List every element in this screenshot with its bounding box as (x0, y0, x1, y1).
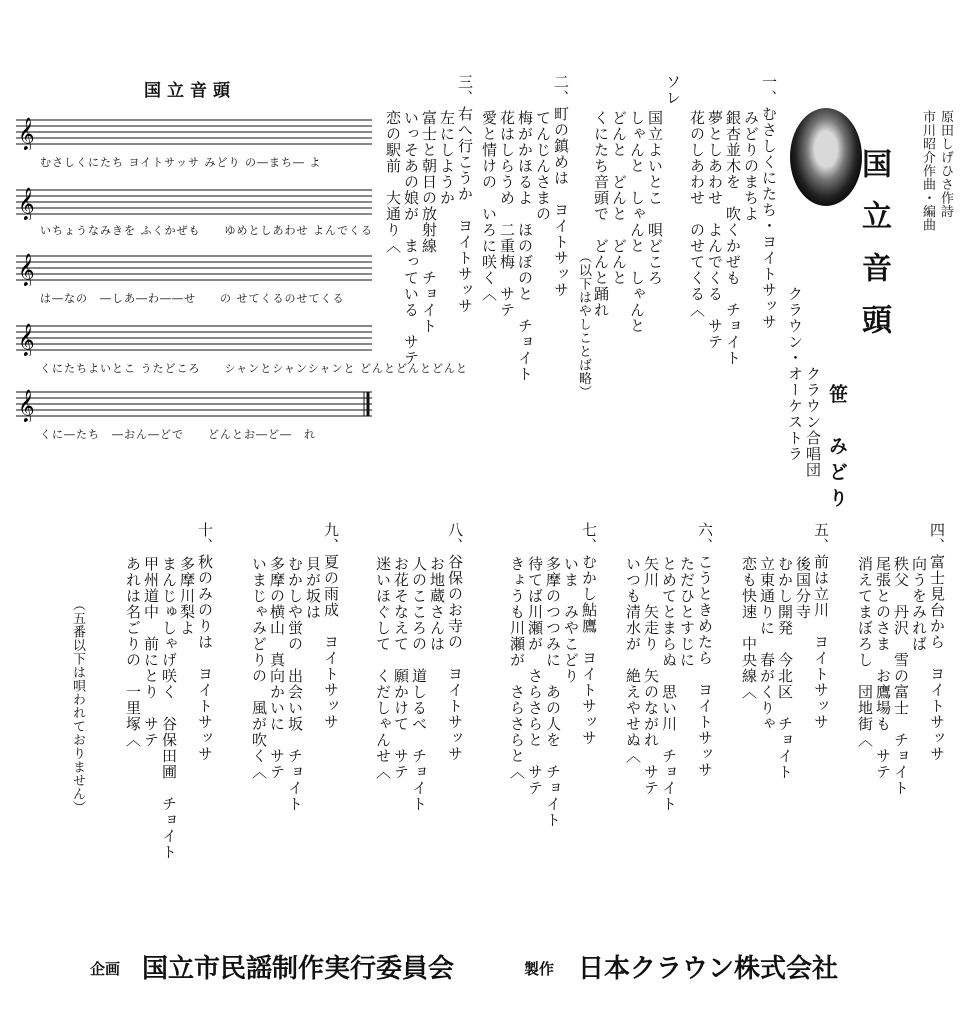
verse-10-line-4: 甲州道中 前にとり サテ (142, 556, 160, 748)
verse-5-line-1: 五、前は立川 ヨイトサッサ (812, 522, 830, 730)
verse-1-line-5: 花のしあわせ のせてくる〈 (688, 110, 706, 318)
composer-credit: 市川昭介作曲・編曲 (920, 110, 935, 232)
refrain-note: （以下はやしことば略） (576, 250, 591, 399)
score-lyric-2: いちょうなみきを ふくかぜも ゆめとしあわせ よんでくる (40, 224, 373, 237)
refrain-line-2: しゃんと しゃんと しゃんと (628, 110, 646, 334)
verse-1-line-1: 一、むさしくにたち・ヨイトサッサ (760, 74, 778, 330)
verse-7-line-5: きょうも川瀬が さらさらと〈 (508, 556, 526, 780)
verse-2-line-3: 梅がかほるよ ほのぼのと チョイト (516, 110, 534, 382)
svg-text:𝄞: 𝄞 (18, 389, 35, 422)
svg-text:𝄞: 𝄞 (18, 117, 35, 150)
verse-7-line-2: いま みやこどり (562, 556, 580, 684)
music-staff-1 (16, 114, 372, 150)
verse-10-line-3: まんじゅしゃげ咲く 谷保田圃 チョイト (160, 556, 178, 860)
verse-note: （五番以下は唄われておりません） (70, 598, 85, 814)
music-staff-4 (16, 320, 372, 356)
verse-5-line-2: 後国分寺 (794, 556, 812, 620)
music-staff-2 (16, 184, 372, 220)
footer-production-org: 日本クラウン株式会社 (578, 954, 839, 984)
singer-credit: 笹 みどり (826, 384, 848, 514)
refrain-line-1: 国立よいとこ 唄どころ (646, 110, 664, 286)
verse-8-line-4: お花そなえて 願かけて サテ (392, 556, 410, 780)
verse-4-line-3: 秩父 丹沢 雪の富士 チョイト (892, 556, 910, 796)
verse-8-line-5: 迷いほぐして くだしゃんせ〈 (374, 556, 392, 780)
verse-3-line-4: いっそあの娘が まっている サテ (402, 110, 420, 366)
verse-7-line-3: 多摩のつつみに あの人を チョイト (544, 556, 562, 828)
verse-9-line-3: むかしや蛍の 出会い坂 チョイト (286, 556, 304, 812)
verse-3-line-1: 三、右へ行こうか ヨイトサッサ (456, 74, 474, 314)
score-lyric-5: くに―たち ―おん―どで どんとお―ど― れ (40, 428, 316, 441)
verse-4-line-5: 消えてまぼろし 団地街〈 (856, 556, 874, 748)
verse-7-line-1: 七、むかし鮎鷹 ヨイトサッサ (580, 522, 598, 746)
verse-1-line-4: 夢としあわせ よんでくる サテ (706, 110, 724, 350)
footer-production-label: 製作 (524, 960, 555, 978)
verse-5-line-5: 恋も快速 中央線〈 (740, 556, 758, 700)
refrain-line-4: くにたち音頭で どんと踊れ (592, 110, 610, 318)
verse-9-line-5: いまじゃみどりの 風が吹く〈 (250, 556, 268, 780)
verse-6-line-1: 六、こうときめたら ヨイトサッサ (696, 522, 714, 778)
song-title: 国立音頭 (856, 148, 891, 356)
verse-6-line-4: 矢川 矢走り 矢のながれ サテ (642, 556, 660, 796)
orchestra-credit: クラウン・オーケストラ (786, 286, 804, 462)
music-staff-3 (16, 250, 372, 286)
verse-6-line-5: いつも清水が 絶えやせぬ〈 (624, 556, 642, 764)
svg-text:𝄞: 𝄞 (18, 253, 35, 286)
verse-6-line-3: とめてとまらぬ 思い川 チョイト (660, 556, 678, 812)
svg-text:𝄞: 𝄞 (18, 187, 35, 220)
verse-8-line-1: 八、谷保のお寺の ヨイトサッサ (446, 522, 464, 762)
verse-4-line-1: 四、富士見台から ヨイトサッサ (928, 522, 946, 762)
verse-8-line-3: 人のこころの 道しるべ チョイト (410, 556, 428, 812)
music-staff-5 (16, 386, 372, 422)
score-lyric-3: は―なの ―しあ―わ――せ の せてくるのせてくる (40, 292, 345, 305)
verse-2-line-4: 花はしらうめ 二重梅 サテ (498, 110, 516, 318)
verse-2-line-5: 愛と情けの いろに咲く〈 (480, 110, 498, 302)
verse-7-line-4: 待てば川瀬が さらさらと サテ (526, 556, 544, 796)
verse-3-line-2: 左にしようか (438, 110, 456, 206)
lyricist-credit: 原田しげひさ作詩 (938, 110, 953, 218)
verse-6-line-2: ただひとすじに (678, 556, 696, 668)
verse-2-line-2: てんじんさまの (534, 110, 552, 222)
verse-9-line-2: 貝が坂は (304, 556, 322, 620)
verse-2-line-1: 二、町の鎮めは ヨイトサッサ (552, 74, 570, 298)
refrain-line-3: どんと どんと どんと (610, 110, 628, 286)
verse-10-line-2: 多摩川梨よ (178, 556, 196, 636)
refrain-cue: ソレ (664, 74, 682, 106)
verse-5-line-4: 立東通りに 春がくりゃ (758, 556, 776, 732)
verse-1-line-2: みどりのまちよ (742, 110, 760, 222)
verse-10-line-1: 十、秋のみのりは ヨイトサッサ (196, 522, 214, 762)
score-title: 国立音頭 (144, 81, 236, 101)
verse-1-line-3: 銀杏並木を 吹くかぜも チョイト (724, 110, 742, 366)
verse-9-line-1: 九、夏の雨成 ヨイトサッサ (322, 522, 340, 730)
svg-text:𝄞: 𝄞 (18, 323, 35, 356)
verse-4-line-4: 尾張とのさま お鷹場も サテ (874, 556, 892, 780)
score-lyric-4: くにたちよいとこ うたどころ シャンとシャンシャンと どんとどんとどんと (40, 362, 469, 375)
verse-5-line-3: むかし開発 今北区 チョイト (776, 556, 794, 780)
footer-planning-label: 企画 (90, 960, 121, 978)
footer-planning-org: 国立市民謡制作実行委員会 (142, 954, 455, 984)
verse-10-line-5: あれは名ごりの 一里塚〈 (124, 556, 142, 748)
score-lyric-1: むさしくにたち ヨイトサッサ みどり の―まち― よ (40, 156, 322, 169)
verse-3-line-5: 恋の駅前 大通り〈 (384, 110, 402, 254)
verse-9-line-4: 多摩の横山 真向かいに サテ (268, 556, 286, 780)
verse-4-line-2: 向うをみれば (910, 556, 928, 652)
verse-3-line-3: 富士と朝日の放射線 チョイト (420, 110, 438, 334)
chorus-credit: クラウン合唱団 (804, 366, 822, 478)
singer-portrait (790, 108, 862, 206)
verse-8-line-2: お地蔵さんは (428, 556, 446, 652)
